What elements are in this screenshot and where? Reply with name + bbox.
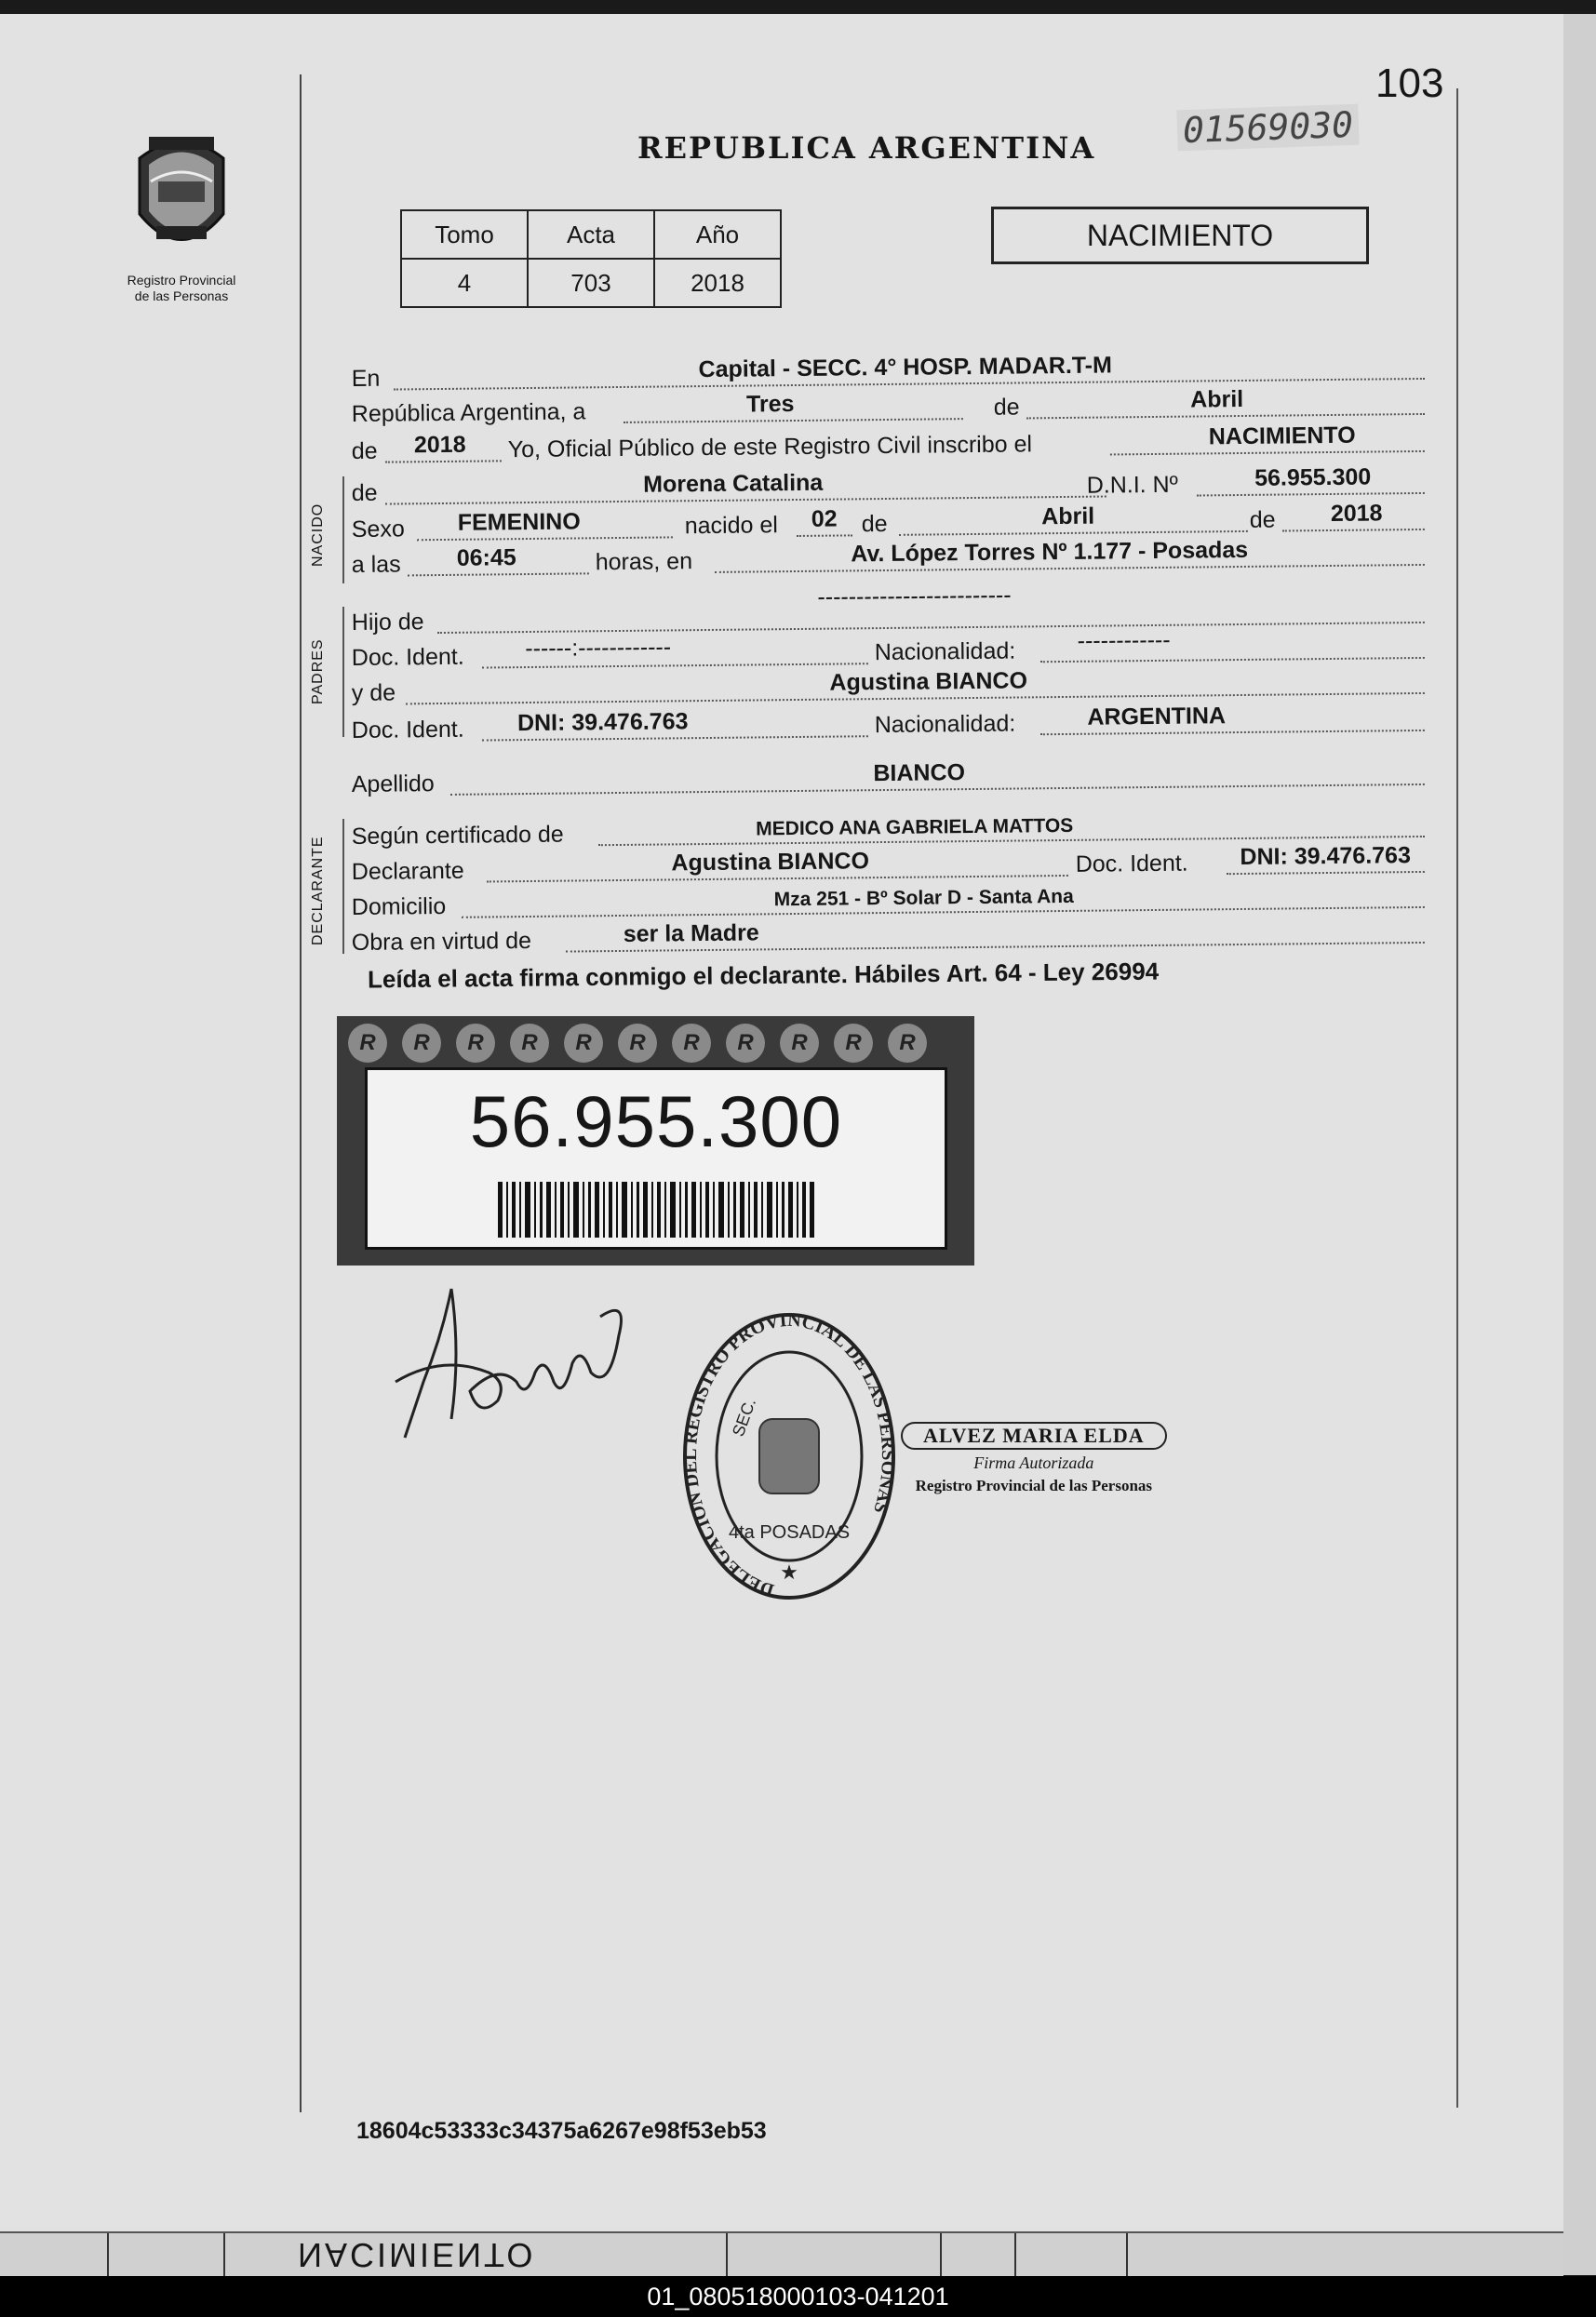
strip-divider <box>726 2233 728 2277</box>
field-value-father-nationality: ------------ <box>1077 626 1171 654</box>
field-value-father-doc: ------:------------ <box>525 634 672 663</box>
security-r-icon: R <box>564 1024 603 1063</box>
logo-caption-line: Registro Provincial <box>127 273 236 288</box>
dotted-line <box>385 460 502 462</box>
field-label: En <box>351 365 381 393</box>
dotted-line <box>899 530 1248 536</box>
field-value-address: Mza 251 - Bº Solar D - Santa Ana <box>773 885 1074 911</box>
dotted-line <box>1197 492 1425 497</box>
dotted-line <box>487 875 1068 883</box>
dotted-line <box>797 534 852 537</box>
field-label: Hijo de <box>351 609 424 636</box>
field-label: Apellido <box>351 770 435 798</box>
field-value-month: Abril <box>1190 385 1244 413</box>
dni-sticker <box>337 1016 974 1266</box>
security-r-icon: R <box>834 1024 873 1063</box>
left-frame-line <box>300 74 302 2112</box>
authority-name: ALVEZ MARIA ELDA <box>901 1422 1167 1450</box>
registry-stamp <box>677 1307 901 1614</box>
authority-role: Firma Autorizada <box>973 1453 1094 1472</box>
barcode-icon <box>498 1182 814 1238</box>
section-label-padres: PADRES <box>310 638 326 705</box>
security-r-icon: R <box>618 1024 657 1063</box>
stamp-sec-text: SEC. <box>728 1396 760 1440</box>
security-r-icon: R <box>672 1024 711 1063</box>
registry-logo <box>88 126 275 304</box>
field-label: Obra en virtud de <box>351 927 532 957</box>
page-edge <box>1563 14 1596 2275</box>
strip-divider <box>223 2233 225 2277</box>
next-page-strip <box>0 2231 1563 2277</box>
field-label: Sexo <box>351 516 405 543</box>
dotted-line <box>417 536 673 541</box>
security-r-icon: R <box>726 1024 765 1063</box>
value-acta: 703 <box>528 259 654 307</box>
field-label: de <box>351 437 378 465</box>
field-label: Doc. Ident. <box>351 716 464 744</box>
strip-divider <box>1126 2233 1128 2277</box>
value-ano: 2018 <box>654 259 781 307</box>
dotted-line <box>1040 657 1425 663</box>
field-value-sex: FEMENINO <box>457 508 581 536</box>
field-value-birth-day: 02 <box>811 505 838 532</box>
field-value-day: Tres <box>745 391 795 418</box>
stamp-posadas-text: 4ta POSADAS <box>728 1522 851 1543</box>
strip-text-mirrored: NACIMIENTO <box>298 2236 536 2274</box>
field-value-relation: ser la Madre <box>623 919 759 947</box>
field-value-surname: BIANCO <box>873 759 966 787</box>
logo-caption-line: de las Personas <box>134 288 229 303</box>
field-value-birth-place: Av. López Torres Nº 1.177 - Posadas <box>851 536 1249 568</box>
field-label: Doc. Ident. <box>1075 850 1188 877</box>
field-label: de <box>993 394 1020 421</box>
dotted-line <box>1282 529 1425 532</box>
field-value-declarant-doc: DNI: 39.476.763 <box>1240 842 1412 871</box>
field-value-birth-year: 2018 <box>1330 500 1383 527</box>
field-value-father: ------------------------- <box>817 582 1012 610</box>
right-frame-line <box>1456 88 1458 2108</box>
field-label: Doc. Ident. <box>351 643 464 672</box>
security-r-icon: R <box>402 1024 441 1063</box>
dotted-line <box>1026 413 1425 419</box>
serial-number: 01569030 <box>1176 104 1359 152</box>
closing-statement: Leída el acta firma conmigo el declarante. Hábiles Art. 64 - Ley 26994 <box>367 957 1160 994</box>
field-label: de <box>351 479 378 507</box>
tomo-acta-table <box>400 209 782 308</box>
header-ano: Año <box>654 210 781 259</box>
field-value-record-kind: NACIMIENTO <box>1208 422 1356 450</box>
strip-divider <box>1014 2233 1016 2277</box>
security-r-icon: R <box>348 1024 387 1063</box>
field-label: D.N.I. Nº <box>1086 471 1178 499</box>
strip-divider <box>107 2233 109 2277</box>
authority-org: Registro Provincial de las Personas <box>915 1477 1153 1494</box>
svg-text:★: ★ <box>780 1560 798 1584</box>
security-r-icon: R <box>888 1024 927 1063</box>
field-value-place: Capital - SECC. 4° HOSP. MADAR.T-M <box>698 352 1112 383</box>
header-tomo: Tomo <box>401 210 528 259</box>
record-type-box: NACIMIENTO <box>991 207 1369 264</box>
field-label: Nacionalidad: <box>874 637 1016 666</box>
field-label: Nacionalidad: <box>874 710 1016 739</box>
field-label: Declarante <box>351 857 464 886</box>
field-value-certificate: MEDICO ANA GABRIELA MATTOS <box>756 814 1074 840</box>
section-divider <box>342 607 344 737</box>
field-value-mother-nationality: ARGENTINA <box>1087 703 1227 730</box>
field-label: de <box>861 510 888 538</box>
field-label: República Argentina, a <box>351 398 586 428</box>
field-value-name: Morena Catalina <box>643 469 824 498</box>
header-acta: Acta <box>528 210 654 259</box>
file-caption: 01_080518000103-041201 <box>0 2276 1596 2317</box>
declarant-signature-icon <box>386 1279 665 1466</box>
field-value-time: 06:45 <box>456 544 516 571</box>
security-r-icon: R <box>780 1024 819 1063</box>
strip-divider <box>940 2233 942 2277</box>
value-tomo: 4 <box>401 259 528 307</box>
security-r-icon: R <box>456 1024 495 1063</box>
section-label-declarante: DECLARANTE <box>310 836 326 946</box>
dni-label <box>365 1067 947 1250</box>
field-value-mother-doc: DNI: 39.476.763 <box>516 708 689 737</box>
dotted-line <box>1227 871 1425 875</box>
field-label: Según certificado de <box>351 821 564 850</box>
field-value-mother: Agustina BIANCO <box>829 667 1028 696</box>
officer-text: Yo, Oficial Público de este Registro Civil inscribo el <box>507 431 1033 463</box>
section-label-nacido: NACIDO <box>310 502 326 568</box>
field-value-year: 2018 <box>413 431 466 459</box>
page-number: 103 <box>1375 60 1444 106</box>
field-value-dni: 56.955.300 <box>1254 463 1372 491</box>
section-divider <box>342 476 344 583</box>
field-value-birth-month: Abril <box>1041 502 1095 530</box>
field-label: de <box>1249 506 1276 533</box>
dotted-line <box>408 572 589 576</box>
stamp-ring-text: DELEGACION DEL REGISTRO PROVINCIAL DE LAS PERSONAS <box>680 1309 899 1600</box>
dotted-line <box>1110 450 1425 456</box>
authority-signature-block <box>901 1422 1167 1495</box>
field-value-declarant: Agustina BIANCO <box>671 848 870 877</box>
section-divider <box>342 819 344 954</box>
field-label: a las <box>351 551 401 579</box>
dni-sticker-number: 56.955.300 <box>469 1080 843 1162</box>
document-hash: 18604c53333c34375a6267e98f53eb53 <box>356 2118 767 2144</box>
dotted-line <box>482 663 868 668</box>
field-label: nacido el <box>684 512 779 540</box>
security-r-icon: R <box>510 1024 549 1063</box>
document-title: REPUBLICA ARGENTINA <box>637 130 1096 166</box>
field-label: Domicilio <box>351 892 447 921</box>
coat-of-arms-icon <box>121 126 242 265</box>
field-label: y de <box>351 679 396 707</box>
field-label: horas, en <box>595 548 693 576</box>
